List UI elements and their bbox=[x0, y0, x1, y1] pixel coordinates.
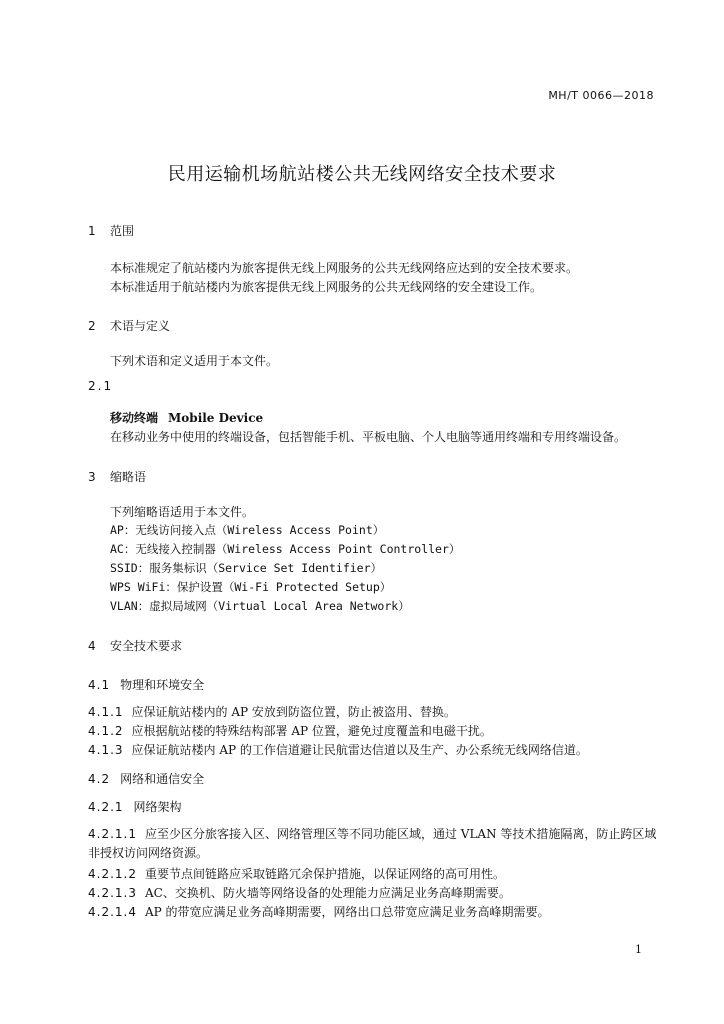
section-title: 范围 bbox=[110, 224, 135, 238]
term-chinese: 移动终端 bbox=[110, 411, 159, 425]
clause-4-2-1-1 bbox=[88, 825, 658, 863]
term-english: Mobile Device bbox=[168, 411, 264, 425]
section-number: 3 bbox=[88, 470, 96, 484]
subsection-number: 4.1 bbox=[88, 678, 111, 692]
clause-4-1-2 bbox=[88, 722, 492, 739]
subsection-number: 4.2.1 bbox=[88, 800, 124, 814]
paragraph: 本标准规定了航站楼内为旅客提供无线上网服务的公共无线网络应达到的安全技术要求。 bbox=[110, 261, 579, 275]
clause-text: 应至少区分旅客接入区、网络管理区等不同功能区域，通过 VLAN 等技术措施隔离，防止跨区域非授权访问网络资源。 bbox=[88, 827, 657, 860]
subsection-title: 网络和通信安全 bbox=[120, 772, 205, 786]
section-3-heading bbox=[88, 468, 146, 485]
section-number: 1 bbox=[88, 224, 96, 238]
paragraph: 下列缩略语适用于本文件。 bbox=[110, 505, 255, 519]
clause-number: 4.1.3 bbox=[88, 743, 124, 757]
clause-4-1-3 bbox=[88, 741, 588, 758]
clause-text: AP 的带宽应满足业务高峰期需要，网络出口总带宽应满足业务高峰期需要。 bbox=[144, 905, 550, 919]
section-2-heading bbox=[88, 317, 170, 334]
clause-text: 重要节点间链路应采取链路冗余保护措施，以保证网络的高可用性。 bbox=[144, 867, 505, 881]
clause-number: 4.2.1.1 bbox=[88, 827, 137, 841]
subsection-title: 网络架构 bbox=[133, 800, 182, 814]
abbreviation-item: WPS WiFi：保护设置（Wi-Fi Protected Setup） bbox=[110, 580, 392, 594]
clause-text: 应保证航站楼内 AP 的工作信道避让民航雷达信道以及生产、办公系统无线网络信道。 bbox=[131, 743, 588, 757]
clause-4-2-1-3 bbox=[88, 884, 511, 901]
subsection-4-2-heading bbox=[88, 770, 204, 787]
subsection-title: 物理和环境安全 bbox=[120, 678, 205, 692]
section-number: 4 bbox=[88, 639, 96, 653]
clause-text: 应保证航站楼内的 AP 安放到防盗位置，防止被盗用、替换。 bbox=[131, 705, 456, 719]
clause-number: 4.2.1.2 bbox=[88, 867, 137, 881]
section-title: 安全技术要求 bbox=[110, 639, 183, 653]
section-number: 2 bbox=[88, 319, 96, 333]
term-entry bbox=[110, 409, 263, 426]
subsection-4-1-heading bbox=[88, 676, 204, 693]
clause-text: 应根据航站楼的特殊结构部署 AP 位置，避免过度覆盖和电磁干扰。 bbox=[131, 724, 492, 738]
subsection-number: 2.1 bbox=[88, 379, 114, 393]
abbreviation-item: VLAN：虚拟局域网（Virtual Local Area Network） bbox=[110, 599, 410, 613]
subsection-4-2-1-heading bbox=[88, 798, 182, 815]
clause-number: 4.1.2 bbox=[88, 724, 124, 738]
section-title: 缩略语 bbox=[110, 470, 147, 484]
page-number: 1 bbox=[635, 943, 642, 956]
paragraph: 下列术语和定义适用于本文件。 bbox=[110, 354, 279, 368]
clause-4-1-1 bbox=[88, 703, 456, 720]
section-title: 术语与定义 bbox=[110, 319, 171, 333]
section-1-heading bbox=[88, 222, 134, 239]
abbreviation-item: AC：无线接入控制器（Wireless Access Point Controller） bbox=[110, 542, 461, 556]
clause-text: AC、交换机、防火墙等网络设备的处理能力应满足业务高峰期需要。 bbox=[144, 886, 511, 900]
clause-4-2-1-2 bbox=[88, 865, 505, 882]
abbreviation-item: AP：无线访问接入点（Wireless Access Point） bbox=[110, 523, 385, 537]
clause-number: 4.1.1 bbox=[88, 705, 124, 719]
document-title: 民用运输机场航站楼公共无线网络安全技术要求 bbox=[167, 164, 557, 185]
clause-4-2-1-4 bbox=[88, 903, 550, 920]
section-4-heading bbox=[88, 637, 182, 654]
clause-number: 4.2.1.3 bbox=[88, 886, 137, 900]
paragraph: 本标准适用于航站楼内为旅客提供无线上网服务的公共无线网络的安全建设工作。 bbox=[110, 280, 543, 294]
clause-number: 4.2.1.4 bbox=[88, 905, 137, 919]
subsection-number: 4.2 bbox=[88, 772, 111, 786]
standard-code: MH/T 0066—2018 bbox=[548, 89, 654, 102]
abbreviation-item: SSID：服务集标识（Service Set Identifier） bbox=[110, 561, 383, 575]
term-definition: 在移动业务中使用的终端设备，包括智能手机、平板电脑、个人电脑等通用终端和专用终端设备。 bbox=[110, 430, 627, 444]
